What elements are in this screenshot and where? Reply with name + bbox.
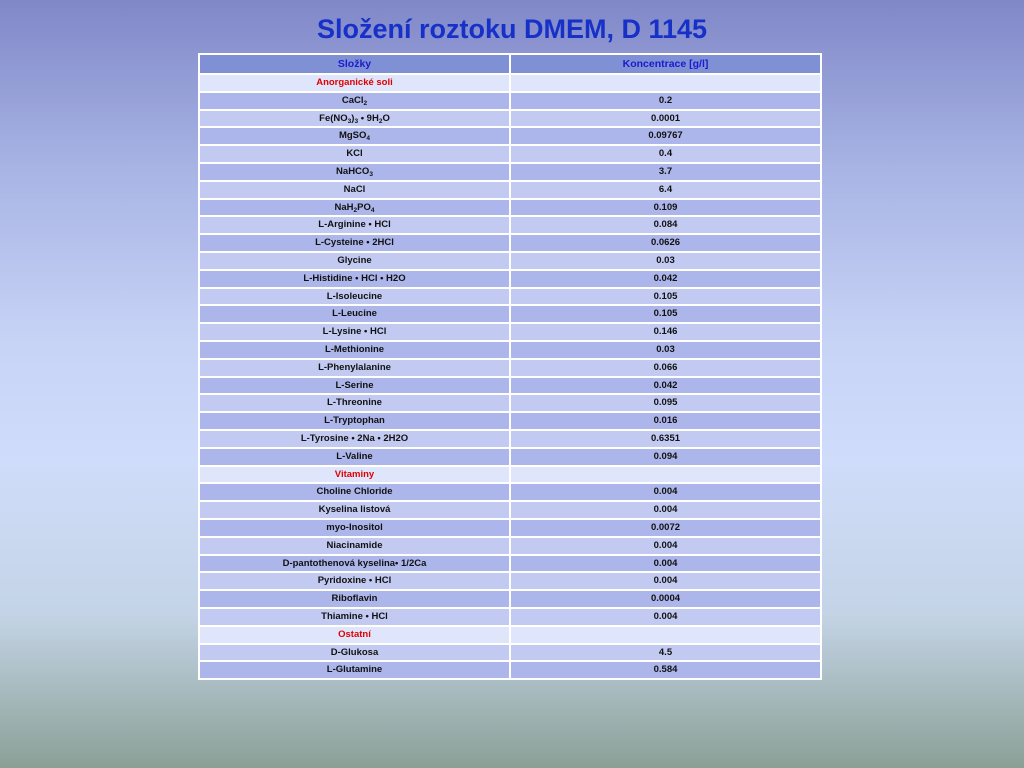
concentration-value: 0.105: [510, 288, 821, 306]
table-row: [199, 608, 821, 626]
concentration-value: 3.7: [510, 163, 821, 181]
name-text: Thiamine • HCl: [321, 610, 388, 622]
component-name: [199, 199, 510, 217]
concentration-value: 0.095: [510, 394, 821, 412]
component-name: [199, 430, 510, 448]
section-label: Vitaminy: [199, 466, 510, 484]
concentration-value: 0.03: [510, 341, 821, 359]
table-row: [199, 377, 821, 395]
name-text: Choline Chloride: [316, 486, 393, 498]
name-text: • 9H: [358, 112, 379, 124]
concentration-value: 0.004: [510, 572, 821, 590]
component-name: [199, 377, 510, 395]
concentration-value: 0.0004: [510, 590, 821, 608]
table-row: [199, 661, 821, 679]
concentration-value: 0.004: [510, 555, 821, 573]
name-text: L-Serine: [335, 379, 374, 391]
component-name: [199, 305, 510, 323]
name-text: MgSO: [338, 130, 367, 142]
component-name: [199, 483, 510, 501]
name-text: L-Tyrosine • 2Na • 2H2O: [300, 432, 409, 444]
concentration-value: 0.042: [510, 377, 821, 395]
table-row: [199, 92, 821, 110]
concentration-value: 4.5: [510, 644, 821, 662]
concentration-value: 0.109: [510, 199, 821, 217]
component-name: [199, 661, 510, 679]
name-text: Riboflavin: [331, 593, 378, 605]
concentration-value: 0.066: [510, 359, 821, 377]
table-row: [199, 127, 821, 145]
concentration-value: 0.094: [510, 448, 821, 466]
table-row: [199, 110, 821, 128]
component-name: [199, 644, 510, 662]
table-row: [199, 412, 821, 430]
component-name: [199, 341, 510, 359]
name-text: Niacinamide: [326, 539, 383, 551]
table-row: [199, 430, 821, 448]
table-row: [199, 234, 821, 252]
header-components: Složky: [199, 54, 510, 74]
table-row: [199, 537, 821, 555]
component-name: [199, 608, 510, 626]
concentration-value: 0.004: [510, 537, 821, 555]
table-row: [199, 359, 821, 377]
table-row: [199, 590, 821, 608]
name-text: Glycine: [337, 254, 372, 266]
name-text: KCl: [346, 148, 363, 160]
section-row: [199, 74, 821, 92]
concentration-value: 0.0072: [510, 519, 821, 537]
concentration-value: 6.4: [510, 181, 821, 199]
name-text: Fe(NO: [319, 112, 348, 124]
composition-table: [198, 53, 822, 680]
name-text: Kyselina listová: [318, 504, 391, 516]
component-name: [199, 323, 510, 341]
page-title: Složení roztoku DMEM, D 1145: [316, 14, 708, 44]
name-text: L-Arginine • HCl: [318, 219, 391, 231]
name-text: NaH: [334, 201, 354, 213]
table-row: [199, 555, 821, 573]
table-row: [199, 145, 821, 163]
subscript: 3: [369, 170, 373, 178]
concentration-value: 0.146: [510, 323, 821, 341]
component-name: [199, 412, 510, 430]
component-name: [199, 92, 510, 110]
component-name: [199, 394, 510, 412]
table-row: [199, 448, 821, 466]
name-text: L-Valine: [336, 450, 373, 462]
component-name: [199, 163, 510, 181]
component-name: [199, 110, 510, 128]
subscript: 3: [347, 117, 352, 125]
name-text: L-Glutamine: [326, 664, 383, 676]
component-name: [199, 234, 510, 252]
name-text: L-Histidine • HCl • H2O: [303, 272, 406, 284]
section-label: Anorganické soli: [199, 74, 510, 92]
concentration-value: 0.016: [510, 412, 821, 430]
subscript: 2: [353, 206, 358, 214]
concentration-value: 0.042: [510, 270, 821, 288]
name-text: L-Methionine: [324, 343, 385, 355]
component-name: [199, 145, 510, 163]
table-row: [199, 323, 821, 341]
name-text: L-Leucine: [332, 308, 377, 320]
section-empty-cell: [510, 626, 821, 644]
table-row: [199, 501, 821, 519]
table-row: [199, 252, 821, 270]
name-text: NaHCO: [336, 165, 370, 177]
table-row: [199, 519, 821, 537]
subscript: 3: [354, 117, 359, 125]
name-text: PO: [357, 201, 371, 213]
name-text: Pyridoxine • HCl: [317, 575, 392, 587]
name-text: NaCl: [343, 183, 366, 195]
name-text: O: [382, 112, 390, 124]
concentration-value: 0.2: [510, 92, 821, 110]
table-row: [199, 163, 821, 181]
section-empty-cell: [510, 74, 821, 92]
component-name: [199, 359, 510, 377]
subscript: 4: [366, 135, 371, 143]
component-name: [199, 181, 510, 199]
table-row: [199, 181, 821, 199]
concentration-value: 0.4: [510, 145, 821, 163]
concentration-value: 0.03: [510, 252, 821, 270]
concentration-value: 0.584: [510, 661, 821, 679]
name-text: L-Cysteine • 2HCl: [315, 237, 394, 249]
name-text: D-pantothenová kyselina• 1/2Ca: [282, 557, 427, 569]
name-text: L-Phenylalanine: [318, 361, 391, 373]
subscript: 4: [370, 206, 375, 214]
concentration-value: 0.084: [510, 216, 821, 234]
section-row: [199, 466, 821, 484]
name-text: ): [351, 112, 355, 124]
section-empty-cell: [510, 466, 821, 484]
name-text: L-Tryptophan: [324, 415, 385, 427]
component-name: [199, 270, 510, 288]
table-row: [199, 199, 821, 217]
table-row: [199, 572, 821, 590]
name-text: L-Lysine • HCl: [322, 326, 387, 338]
subscript: 2: [363, 99, 368, 107]
name-text: myo-Inositol: [326, 521, 383, 533]
name-text: L-Threonine: [327, 397, 382, 409]
name-text: D-Glukosa: [330, 646, 379, 658]
section-row: [199, 626, 821, 644]
component-name: [199, 216, 510, 234]
component-name: [199, 448, 510, 466]
concentration-value: 0.0626: [510, 234, 821, 252]
component-name: [199, 127, 510, 145]
table-header-row: [199, 54, 821, 74]
table-row: [199, 483, 821, 501]
header-concentration: Koncentrace [g/l]: [510, 54, 821, 74]
component-name: [199, 555, 510, 573]
concentration-value: 0.0001: [510, 110, 821, 128]
concentration-value: 0.004: [510, 483, 821, 501]
table-row: [199, 644, 821, 662]
table-row: [199, 305, 821, 323]
table-row: [199, 394, 821, 412]
concentration-value: 0.004: [510, 501, 821, 519]
table-row: [199, 270, 821, 288]
component-name: [199, 590, 510, 608]
concentration-value: 0.09767: [510, 127, 821, 145]
concentration-value: 0.004: [510, 608, 821, 626]
component-name: [199, 252, 510, 270]
table-row: [199, 216, 821, 234]
table-row: [199, 341, 821, 359]
table-row: [199, 288, 821, 306]
concentration-value: 0.105: [510, 305, 821, 323]
subscript: 2: [378, 117, 383, 125]
name-text: CaCl: [341, 94, 364, 106]
component-name: [199, 519, 510, 537]
component-name: [199, 572, 510, 590]
section-label: Ostatní: [199, 626, 510, 644]
concentration-value: 0.6351: [510, 430, 821, 448]
name-text: L-Isoleucine: [326, 290, 383, 302]
component-name: [199, 537, 510, 555]
component-name: [199, 501, 510, 519]
component-name: [199, 288, 510, 306]
